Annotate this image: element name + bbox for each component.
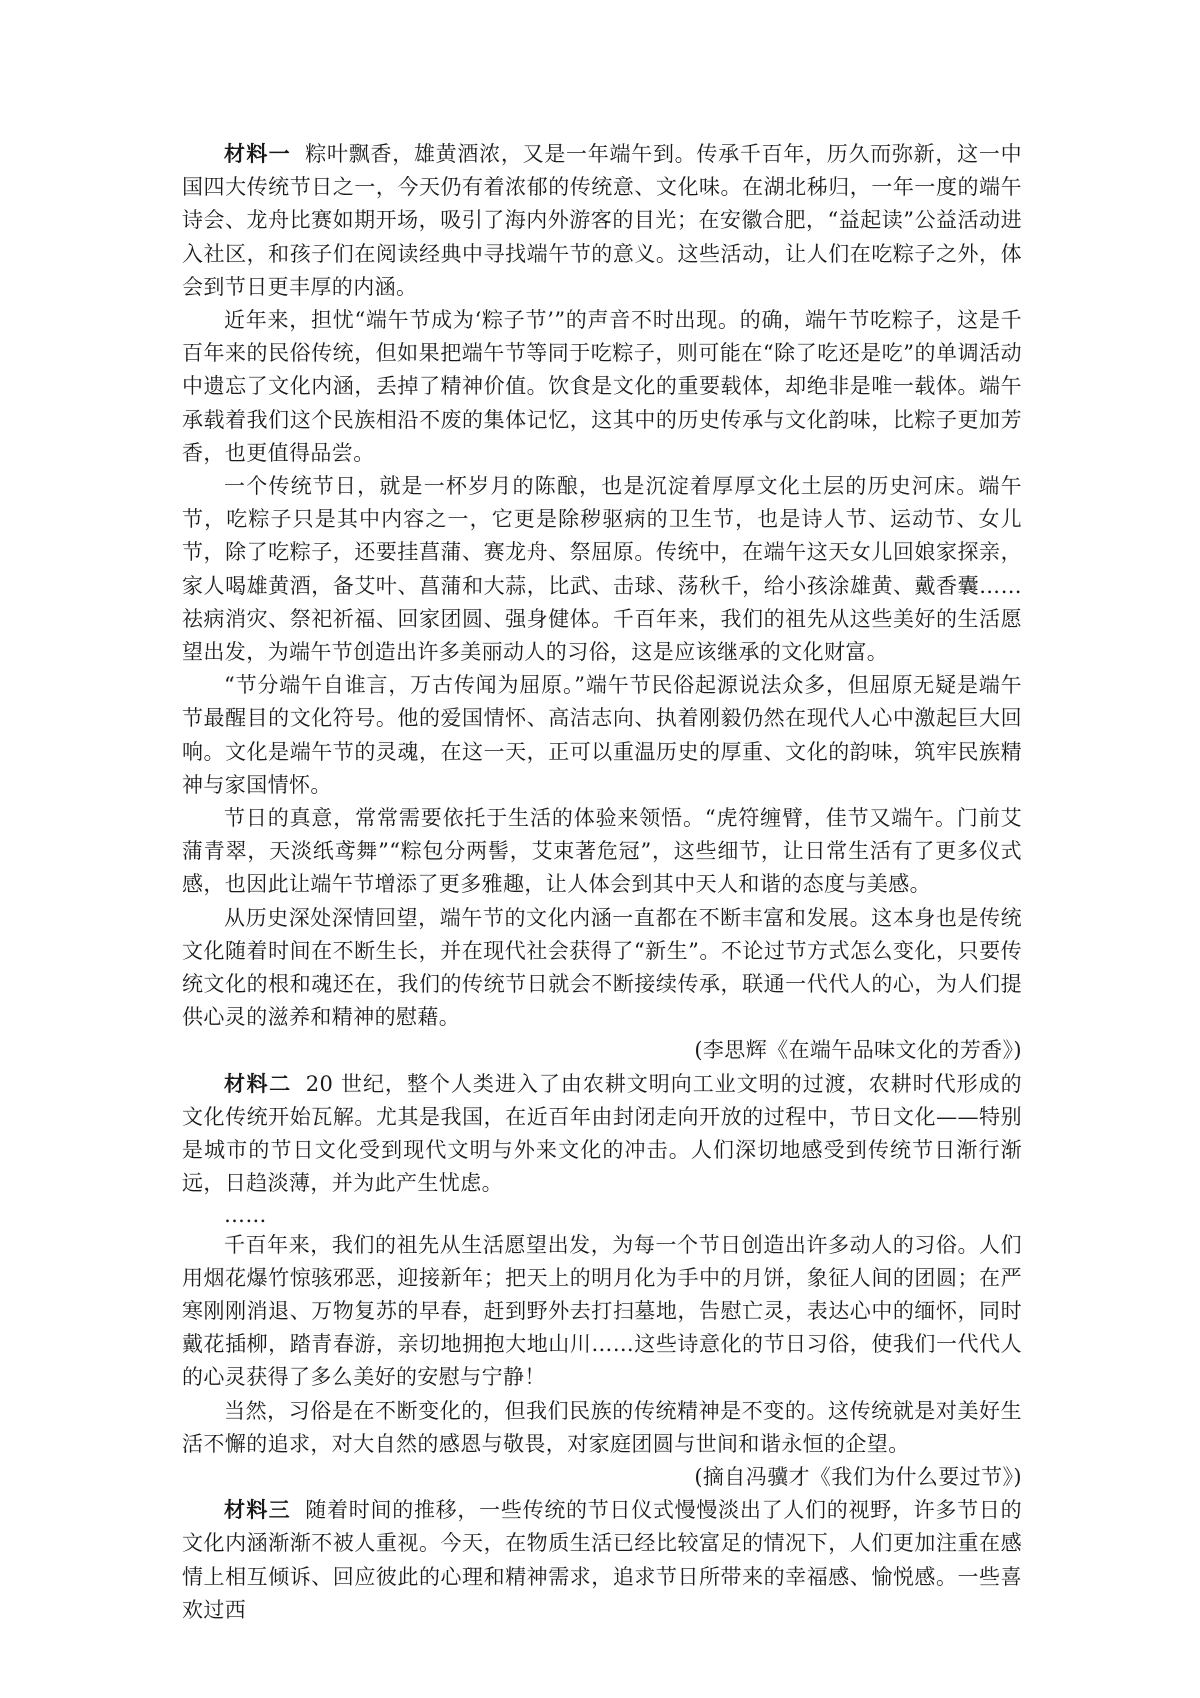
material1-source: (李思辉《在端午品味文化的芳香》)	[694, 1038, 1022, 1063]
document-page	[182, 138, 1022, 1627]
material1-paragraph-6: 从历史深处深情回望，端午节的文化内涵一直都在不断丰富和发展。这本身也是传统文化随着时间在不断生长，并在现代社会获得了“新生”。不论过节方式怎么变化，只要传统文化的根和魂还在，我们的传统节日就会不断接续传承，联通一代代人的心，为人们提供心灵的滋养和精神的慰藉。	[182, 905, 1022, 1030]
material1-paragraph-3: 一个传统节日，就是一杯岁月的陈酿，也是沉淀着厚厚文化土层的历史河床。端午节，吃粽子只是其中内容之一，它更是除秽驱病的卫生节，也是诗人节、运动节、女儿节，除了吃粽子，还要挂菖蒲、赛龙舟、祭屈原。传统中，在端午这天女儿回娘家探亲，家人喝雄黄酒，备艾叶、菖蒲和大蒜，比武、击球、荡秋千，给小孩涂雄黄、戴香囊……祛病消灾、祭祀祈福、回家团圆、强身健体。千百年来，我们的祖先从这些美好的生活愿望出发，为端午节创造出许多美丽动人的习俗，这是应该继承的文化财富。	[182, 474, 1022, 665]
material2-label: 材料二	[224, 1071, 292, 1096]
material2-ellipsis: ……	[224, 1202, 267, 1227]
material1-label: 材料一	[224, 142, 291, 166]
material1-text-1: 粽叶飘香，雄黄酒浓，又是一年端午到。传承千百年，历久而弥新，这一中国四大传统节日之一，今天仍有着浓郁的传统意、文化味。在湖北秭归，一年一度的端午诗会、龙舟比赛如期开场，吸引了海内外游客的目光；在安徽合肥，“益起读”公益活动进入社区，和孩子们在阅读经典中寻找端午节的意义。这些活动，让人们在吃粽子之外，体会到节日更丰厚的内涵。	[182, 142, 1022, 299]
material2-paragraph-1	[182, 1068, 1022, 1201]
material2-paragraph-2: 千百年来，我们的祖先从生活愿望出发，为每一个节日创造出许多动人的习俗。人们用烟花爆竹惊骇邪恶，迎接新年；把天上的明月化为手中的月饼，象征人间的团圆；在严寒刚刚消退、万物复苏的早春，赶到野外去打扫墓地，告慰亡灵，表达心中的缅怀，同时戴花插柳，踏青春游，亲切地拥抱大地山川……这些诗意化的节日习俗，使我们一代代人的心灵获得了多么美好的安慰与宁静！	[182, 1232, 1022, 1390]
material1-paragraph-1	[182, 138, 1022, 304]
material1-paragraph-2: 近年来，担忧“端午节成为‘粽子节’”的声音不时出现。的确，端午节吃粽子，这是千百年来的民俗传统，但如果把端午节等同于吃粽子，则可能在“除了吃还是吃”的单调活动中遗忘了文化内涵，丢掉了精神价值。饮食是文化的重要载体，却绝非是唯一载体。端午承载着我们这个民族相沿不废的集体记忆，这其中的历史传承与文化韵味，比粽子更加芳香，也更值得品尝。	[182, 308, 1022, 465]
material3-text-1: 随着时间的推移，一些传统的节日仪式慢慢淡出了人们的视野，许多节日的文化内涵渐渐不被人重视。今天，在物质生活已经比较富足的情况下，人们更加注重在感情上相互倾诉、回应彼此的心理和精神需求，追求节日所带来的幸福感、愉悦感。一些喜欢过西	[182, 1498, 1022, 1622]
material1-paragraph-5: 节日的真意，常常需要依托于生活的体验来领悟。“虎符缠臂，佳节又端午。门前艾蒲青翠，天淡纸鸢舞”“粽包分两髻，艾束著危冠”，这些细节，让日常生活有了更多仪式感，也因此让端午节增添了更多雅趣，让人体会到其中天人和谐的态度与美感。	[182, 806, 1022, 897]
material2-text-1: 20 世纪，整个人类进入了由农耕文明向工业文明的过渡，农耕时代形成的文化传统开始瓦解。尤其是我国，在近百年由封闭走向开放的过程中，节日文化——特别是城市的节日文化受到现代文明与外来文化的冲击。人们深切地感受到传统节日渐行渐远，日趋淡薄，并为此产生忧虑。	[182, 1071, 1022, 1196]
material2-paragraph-3: 当然，习俗是在不断变化的，但我们民族的传统精神是不变的。这传统就是对美好生活不懈的追求，对大自然的感恩与敬畏，对家庭团圆与世间和谐永恒的企望。	[182, 1398, 1022, 1456]
material2-source: (摘自冯骥才《我们为什么要过节》)	[694, 1464, 1022, 1489]
material3-paragraph-1	[182, 1494, 1022, 1627]
material1-paragraph-4: “节分端午自谁言，万古传闻为屈原。”端午节民俗起源说法众多，但屈原无疑是端午节最醒目的文化符号。他的爱国情怀、高洁志向、执着刚毅仍然在现代人心中激起巨大回响。文化是端午节的灵魂，在这一天，正可以重温历史的厚重、文化的韵味，筑牢民族精神与家国情怀。	[182, 673, 1022, 797]
material3-label: 材料三	[224, 1498, 291, 1523]
